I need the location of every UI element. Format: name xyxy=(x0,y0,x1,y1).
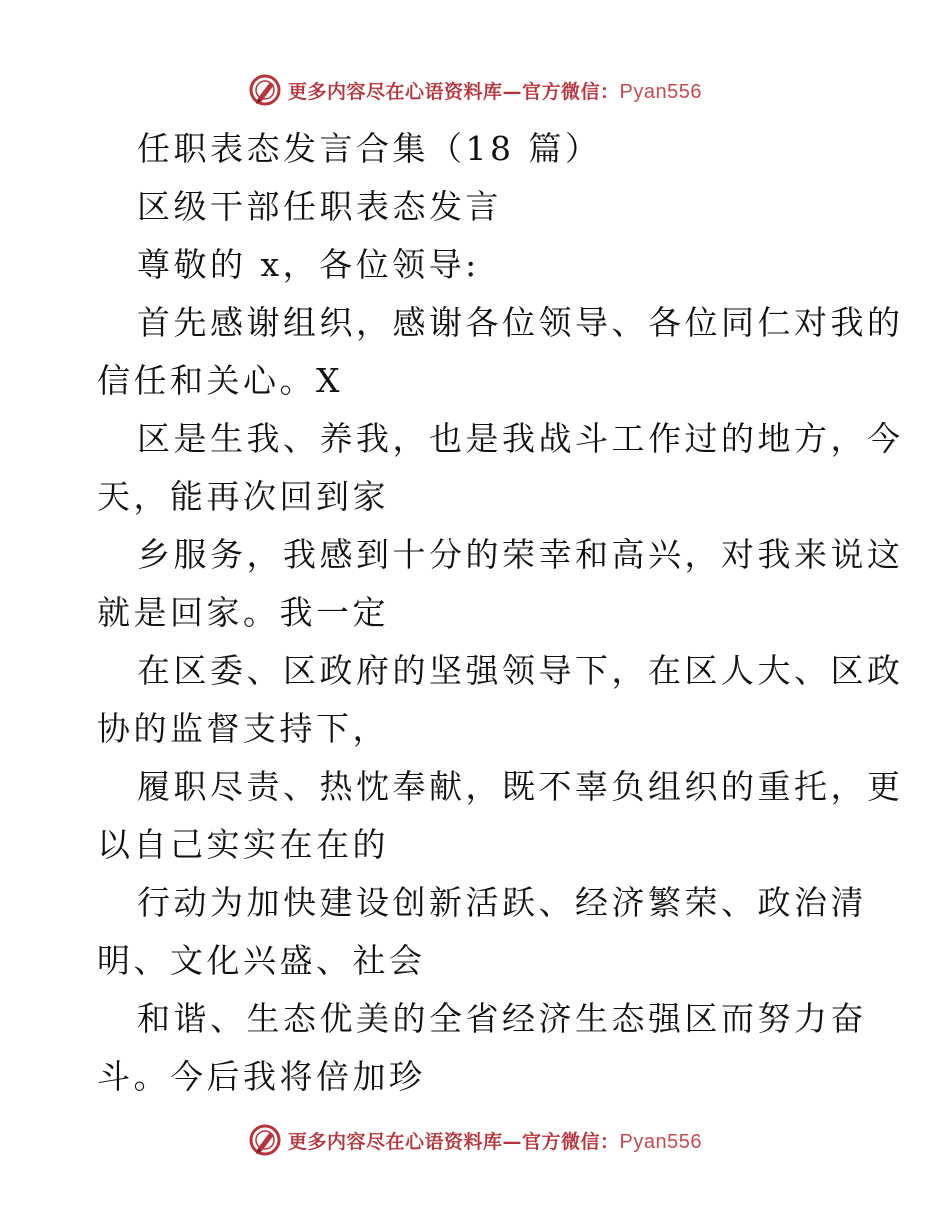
footer-banner xyxy=(0,1120,950,1160)
pen-logo-icon xyxy=(248,1123,282,1157)
text-line: 斗。今后我将倍加珍 xyxy=(97,1057,426,1096)
header-banner-text: 更多内容尽在心语资料库—官方微信：Pyan556 xyxy=(288,80,702,103)
text-line: 履职尽责、热忱奉献，既不辜负组织的重托，更 xyxy=(137,767,904,806)
text-line: 乡服务，我感到十分的荣幸和高兴，对我来说这 xyxy=(137,535,904,574)
text-line: 明、文化兴盛、社会 xyxy=(97,941,426,980)
text-line: 天，能再次回到家 xyxy=(97,477,389,516)
text-line: 协的监督支持下， xyxy=(97,709,389,748)
text-line: 行动为加快建设创新活跃、经济繁荣、政治清 xyxy=(137,883,867,922)
text-line: 和谐、生态优美的全省经济生态强区而努力奋 xyxy=(137,999,867,1038)
document-body xyxy=(97,120,904,1106)
text-line: 信任和关心。X xyxy=(97,361,343,400)
header-banner xyxy=(0,70,950,110)
document-title: 任职表态发言合集（18 篇） xyxy=(137,129,602,168)
header-wechat-id: Pyan556 xyxy=(619,80,702,103)
text-line: 首先感谢组织，感谢各位领导、各位同仁对我的 xyxy=(137,303,904,342)
text-line: 就是回家。我一定 xyxy=(97,593,389,632)
footer-banner-text: 更多内容尽在心语资料库—官方微信：Pyan556 xyxy=(288,1130,702,1153)
section-heading: 区级干部任职表态发言 xyxy=(137,187,502,226)
text-line: 在区委、区政府的坚强领导下，在区人大、区政 xyxy=(137,651,904,690)
salutation: 尊敬的 x，各位领导: xyxy=(137,245,480,284)
footer-wechat-id: Pyan556 xyxy=(619,1130,702,1153)
text-line: 以自己实实在在的 xyxy=(97,825,389,864)
pen-logo-icon xyxy=(248,73,282,107)
text-line: 区是生我、养我，也是我战斗工作过的地方，今 xyxy=(137,419,904,458)
